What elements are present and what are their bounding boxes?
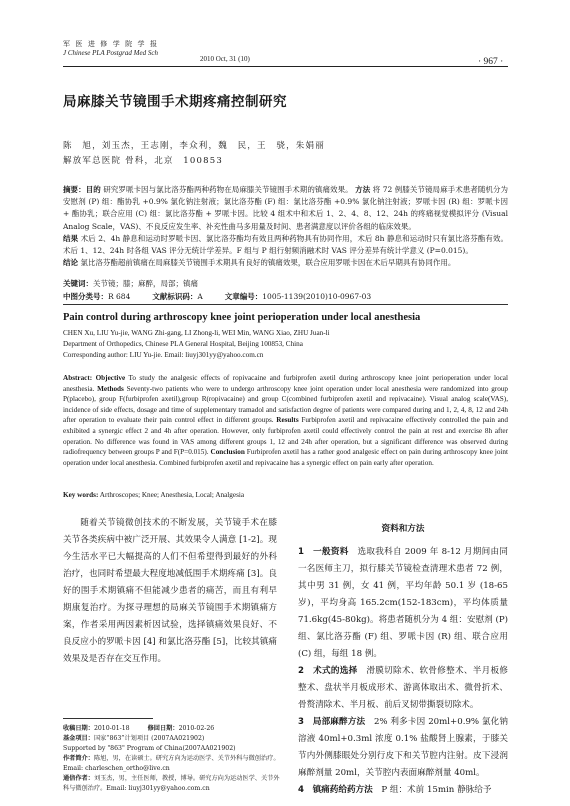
footnote-rule <box>63 718 153 719</box>
paragraph-anesthesia <box>298 714 508 782</box>
abstract-cn <box>63 184 508 269</box>
issue-info: 2010 Oct, 31 (10) <box>200 55 250 63</box>
fund-label: 基金项目： <box>63 735 94 742</box>
fund-text: 国家“863”计划项目 (2007AA021902) <box>93 735 205 742</box>
author-bio-text: 陈旭，男，在读硕士。研究方向为运动医学、关节外科与微创治疗。Email: charleschen_ortho@live.cn <box>63 755 280 772</box>
section-heading: 资料和方法 <box>381 524 425 534</box>
article-no-label: 文章编号： <box>224 292 263 301</box>
doc-code-label: 文献标识码： <box>152 292 198 301</box>
methods-cn: 将 72 例膝关节镜局麻手术患者随机分为安慰剂 (P) 组：酯协乳 +0.9% 氯化钠注射液；氯比洛芬酯 (F) 组：氯比洛芬酯 +0.9% 氯化钠注射液；罗哌卡因 (R) 组：罗哌卡因 + 酯协乳；联合应用 (C) 组：氯比洛芬酯 + 罗哌卡因。比较 4 组术中和术后 1、2、4、8、12、24h 的疼痛视觉模拟评分 (Visual Analog Scale，VAS)、不良反应发生率、补充性曲马多用量及时间、患者满意度以评价各组的临床效果。 <box>63 185 509 231</box>
abstract-en <box>63 373 508 468</box>
keywords-label-en: Key words: <box>63 491 99 499</box>
keywords-text-cn: 关节镜；膝；麻醉，局部；镇痛 <box>93 279 198 288</box>
article-title-en: Pain control during arthroscopy knee joint perioperation under local anesthesia <box>63 312 421 323</box>
paragraph-label: 2 术式的选择 <box>298 666 358 676</box>
paragraph-label: 3 局部麻醉方法 <box>298 717 366 727</box>
footnote-author <box>63 754 281 774</box>
header-rule <box>63 66 508 67</box>
journal-name-en: J Chinese PLA Postgrad Med Sch <box>63 49 158 57</box>
methods-en: Seventy-two patients who were to undergo arthroscopy knee joint operation under local anesthesia were randomized into group P(placebo), group F(furbiprofen axetil),group R(ropivacaine) and group C(combined furbiprofen axetil and repivacaine). Visual analog scale(VAS), incidence of side effects, dosage and time of supplementary tramadol and satisfaction degree of patients were compared during and 1, 2, 4, 8, 12 and 24h after operation to evaluate their pain control effect in different groups. <box>63 384 509 425</box>
footnote-supported: Supported by "863" Program of China(2007AA021902) <box>63 745 236 752</box>
authors-cn: 陈 旭，刘玉杰，王志刚，李众利，魏 民，王 骁，朱娟丽 <box>63 141 325 151</box>
article-no-value: 1005-1139(2010)10-0967-03 <box>262 292 372 301</box>
corresponding-text: 刘玉杰，男，主任医师，教授，博导。研究方向为运动医学、关节外科与微创治疗。Email: liuyj301yy@yahoo.com.cn <box>63 775 280 792</box>
paragraph-text: 2% 利多卡因 20ml+0.9% 氯化钠溶液 40ml+0.3ml 浓度 0.1% 盐酸肾上腺素，于膝关节内外侧膝眼处分别行皮下和关节腔内注射。皮下浸润麻醉剂量 20ml，关节腔内表面麻醉剂量 40ml。 <box>298 717 508 778</box>
keywords-en <box>63 491 508 499</box>
paragraph-general-data <box>298 544 508 663</box>
received-date: 2010-01-18 <box>93 725 130 732</box>
results-label-en: Results <box>276 416 299 425</box>
keywords-label-cn: 关键词： <box>63 279 93 288</box>
paragraph-label: 4 镇痛药给药方法 <box>298 785 373 795</box>
objective-label-en: Objective <box>95 374 126 382</box>
paragraph-dosing <box>298 782 508 799</box>
paragraph-text: P 组：术前 15min 静脉给予 <box>381 785 492 795</box>
paragraph-text: 滑膜切除术、软骨修整术、半月板修整术、盘状半月板成形术、游离体取出术、微骨折术、骨赘清除术、半月板、前后叉韧带撕裂切除术。 <box>298 666 508 710</box>
paragraph-text: 选取我科自 2009 年 8-12 月期间由同一名医师主刀，拟行膝关节镜检查清理术患者 72 例，其中男 31 例，女 41 例，平均年龄 50.1 岁 (18-65 岁)，平均身高 165.2cm(152-183cm)，平均体质量 71.6kg(45-80kg)。将患者随机分为 4 组：安慰剂 (P) 组、氯比洛芬酯 (F) 组、罗哌卡因 (R) 组、联合应用 (C) 组，每组 18 例。 <box>298 547 508 659</box>
journal-name-cn: 军 医 进 修 学 院 学 报 <box>63 40 159 48</box>
conclusion-cn: 氯比洛芬酯超前镇痛在局麻膝关节镜围手术期具有良好的镇痛效果，联合应用罗哌卡因在术后早期具有协同作用。 <box>80 258 456 268</box>
page-number: · 967 · <box>478 57 504 67</box>
corresponding-author-en: Corresponding author: LIU Yu-jie. Email: liuyj301yy@yahoo.com.cn <box>63 351 264 359</box>
article-title-cn: 局麻膝关节镜围手术期疼痛控制研究 <box>63 94 287 110</box>
author-bio-label: 作者简介： <box>63 755 94 762</box>
divider-rule <box>63 304 508 305</box>
methods-label-en: Methods <box>97 384 124 393</box>
conclusion-label-en: Conclusion <box>210 448 245 457</box>
keywords-cn <box>63 278 198 289</box>
abstract-label-en: Abstract: <box>63 374 93 382</box>
paragraph-label: 1 一般资料 <box>298 547 349 557</box>
clc-label: 中图分类号： <box>63 292 108 301</box>
footnote-corresponding <box>63 774 281 794</box>
conclusion-label-cn: 结论 <box>63 258 78 268</box>
paragraph-surgery-type <box>298 663 508 714</box>
footnote-dates <box>63 724 281 734</box>
revised-date: 2010-02-26 <box>178 725 215 732</box>
results-cn: 术后 2、4h 静息和运动时罗哌卡因、氯比洛芬酯均有效且两种药物具有协同作用，术后 8h 静息和运动时只有氯比洛芬酯有效。术后 1、12、24h 时各组 VAS 评分无统计学差异。F 组与 P 组行射频消融术时 VAS 评分差异有统计学意义 (P=0.015)。 <box>63 233 509 256</box>
affiliation-en: Department of Orthopedics, Chinese PLA General Hospital, Beijing 100853, China <box>63 340 303 348</box>
doc-code-value: A <box>197 292 203 301</box>
conclusion-en: Furbiprofen axetil has a rather good analgesic effect on pain during arthroscopy knee joint operation under local anesthesia. Combined furbiprofen axetil and repivacaine has a synergic effect on pain early after operation. <box>63 448 509 467</box>
keywords-text-en: Arthroscopes; Knee; Anesthesia, Local; Analgesia <box>99 491 245 499</box>
results-en: Furbiprofen axetil and repivacaine effectively controlled the pain and exhibited a synergic effect 2 and 4h after operation. However, only furbiprofen axetil could effectively control the pain at rest and exercise 8h after operation. No difference was found in VAS among different groups 1, 12 and 24h after operation, but a significant difference was observed during radiofrequency between groups P and F(P=0.015). <box>63 416 508 457</box>
footnotes <box>63 724 281 794</box>
body-right-column <box>298 515 508 799</box>
objective-en: To study the analgesic effects of ropivacaine and furbiprofen axetil during arthroscopy knee joint perioperation under local anesthesia. <box>63 374 508 393</box>
clc-value: R 684 <box>108 292 131 301</box>
methods-label-cn: 方法 <box>355 185 371 194</box>
abstract-label-cn: 摘要： <box>63 185 86 194</box>
objective-cn: 研究罗哌卡因与氯比洛芬酯两种药物在局麻膝关节镜围手术期的镇痛效果。 <box>103 185 353 194</box>
corresponding-label: 通信作者： <box>63 775 94 782</box>
received-label: 收稿日期： <box>63 725 94 732</box>
affiliation-cn: 解放军总医院 骨科，北京 100853 <box>63 156 223 166</box>
revised-label: 修回日期： <box>147 725 179 732</box>
objective-label-cn: 目的 <box>85 185 101 194</box>
results-label-cn: 结果 <box>63 233 79 243</box>
footnote-fund <box>63 734 281 744</box>
authors-en: CHEN Xu, LIU Yu-jie, WANG Zhi-gang, LI Zhong-li, WEI Min, WANG Xiao, ZHU Juan-li <box>63 329 330 337</box>
classification-line <box>63 291 371 302</box>
body-left-column: 随着关节镜微创技术的不断发展，关节镜手术在膝关节各类疾病中被广泛开展、其效果令人满意 [1-2]。现今生活水平已大幅提高的人们不但希望得到最好的外科治疗，也同时希望最大程度地减低围手术期疼痛 [3]。良好的围手术期镇痛不但能减少患者的痛苦，而且有利早期康复治疗。为探寻理想的局麻关节镜围手术期镇痛方案，作者采用两因素析因试验，选择镇痛效果良好、不良反应小的罗哌卡因 [4] 和氯比洛芬酯 [5]，比较其镇痛效果及是否存在交互作用。 <box>63 518 277 664</box>
